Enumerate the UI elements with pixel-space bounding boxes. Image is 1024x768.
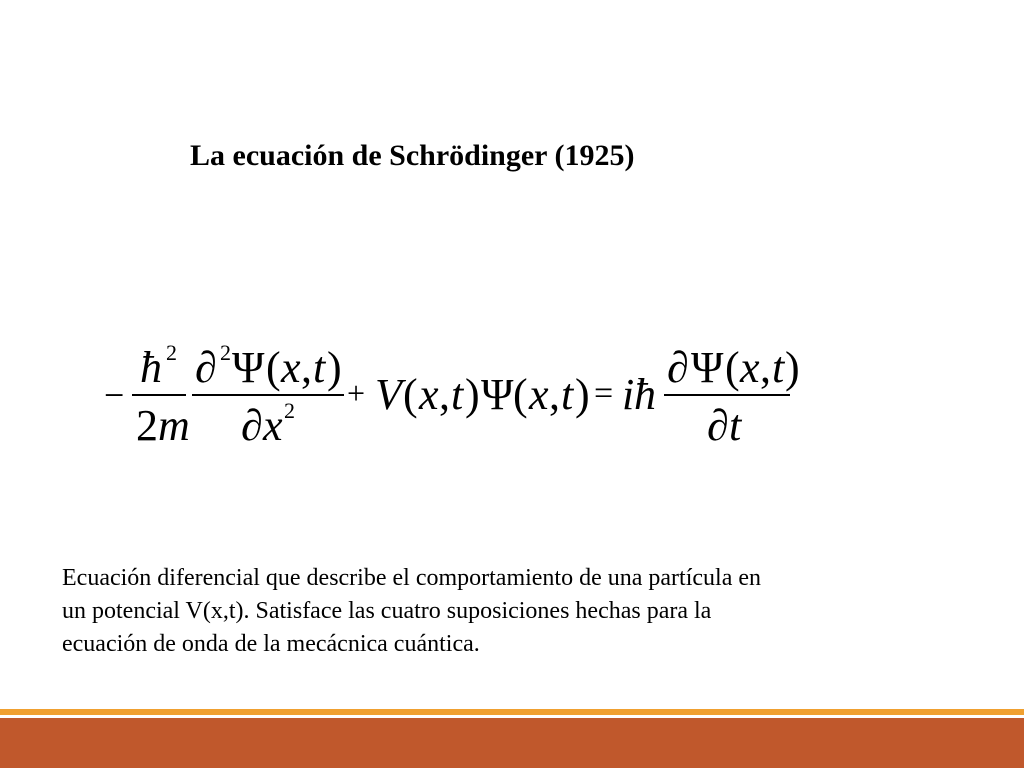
eq-x-V: x — [419, 370, 439, 419]
eq-plus: + — [347, 375, 366, 411]
eq-t-psi: t — [561, 370, 574, 419]
eq-psi-num-3: Ψ — [691, 343, 724, 392]
eq-V: V — [375, 370, 402, 419]
eq-two-denominator: 2 — [136, 401, 158, 450]
eq-hbar-rhs: ħ — [634, 370, 656, 419]
eq-sup-2-x: 2 — [284, 398, 295, 423]
eq-sup-2-hbar: 2 — [166, 340, 177, 365]
eq-t-V: t — [451, 370, 464, 419]
eq-rparen-psi: ) — [575, 370, 590, 419]
eq-rparen-V: ) — [465, 370, 480, 419]
eq-x-psi: x — [529, 370, 549, 419]
eq-fraction-bar-2 — [192, 394, 344, 396]
eq-sup-2-partial: 2 — [220, 340, 231, 365]
eq-hbar-numerator: ħ — [140, 343, 162, 392]
eq-comma-num-2: , — [301, 343, 312, 392]
eq-partial-den-3: ∂ — [707, 401, 729, 450]
slide-title: La ecuación de Schrödinger (1925) — [190, 139, 635, 172]
eq-t-num-2: t — [313, 343, 326, 392]
description-text — [62, 562, 912, 661]
footer-accent-stripe — [0, 709, 1024, 715]
eq-x-den-2: x — [263, 401, 283, 450]
eq-lparen-psi: ( — [513, 370, 528, 419]
eq-x-num-2: x — [281, 343, 301, 392]
description-line: Ecuación diferencial que describe el comportamiento de una partícula en — [62, 565, 762, 591]
eq-lparen-num-2: ( — [266, 343, 281, 392]
eq-lparen-num-3: ( — [725, 343, 740, 392]
eq-equals: = — [594, 375, 614, 412]
eq-lparen-V: ( — [403, 370, 418, 419]
eq-comma-V: , — [439, 370, 450, 419]
eq-i: i — [622, 370, 635, 419]
eq-comma-num-3: , — [760, 343, 771, 392]
eq-partial-num-3: ∂ — [667, 343, 689, 392]
eq-fraction-bar-1 — [132, 394, 186, 396]
eq-x-num-3: x — [740, 343, 760, 392]
eq-comma-psi: , — [549, 370, 560, 419]
eq-psi-main: Ψ — [481, 370, 514, 419]
footer-bar — [0, 718, 1024, 768]
eq-t-num-3: t — [772, 343, 785, 392]
eq-rparen-num-2: ) — [327, 343, 342, 392]
eq-minus: − — [104, 375, 125, 415]
eq-m-denominator: m — [158, 401, 190, 450]
eq-partial-den-2: ∂ — [241, 401, 263, 450]
eq-rparen-num-3: ) — [785, 343, 800, 392]
eq-fraction-bar-3 — [664, 394, 790, 396]
description-line: un potencial V(x,t). Satisface las cuatro suposiciones hechas para la — [62, 598, 712, 624]
description-line: ecuación de onda de la mecácnica cuántica. — [62, 631, 480, 657]
eq-partial-num-2: ∂ — [195, 343, 217, 392]
eq-t-den-3: t — [729, 401, 742, 450]
eq-psi-num-2: Ψ — [232, 343, 265, 392]
